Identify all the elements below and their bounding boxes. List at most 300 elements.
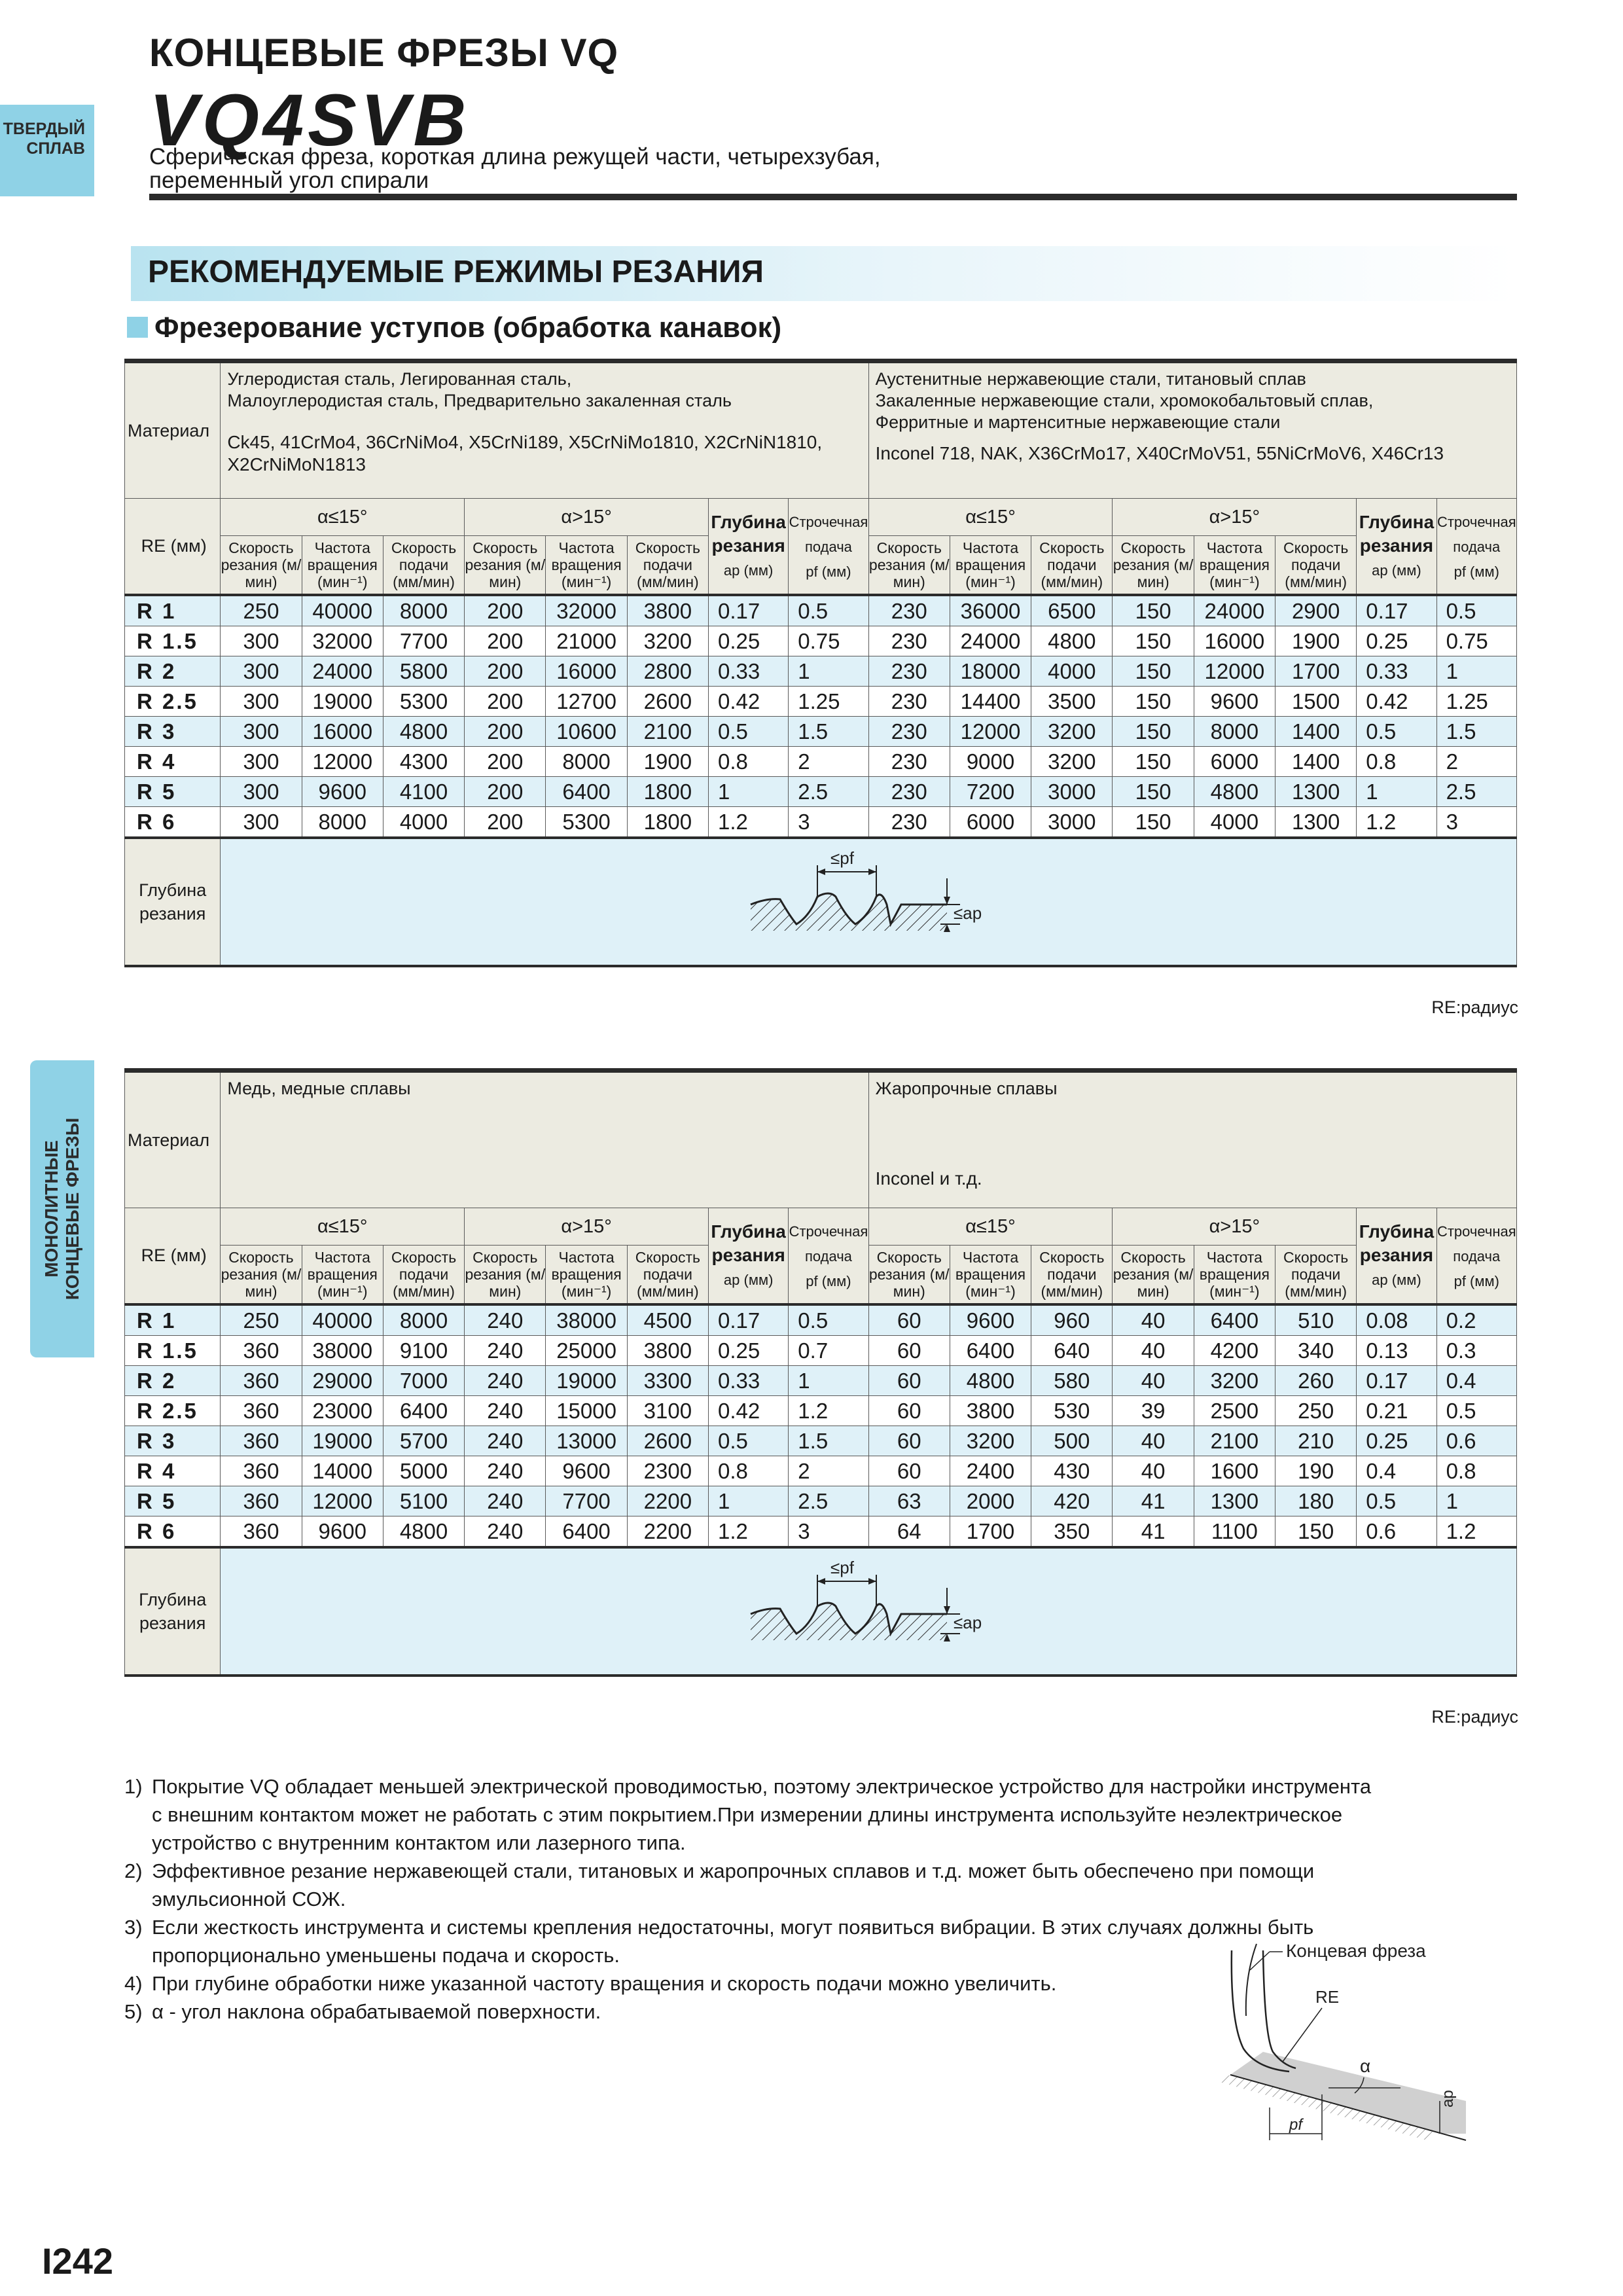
table-cell: 1 [709,777,789,807]
table-cell: 200 [465,777,546,807]
subheader-rpm: Частота вращения (мин⁻¹) [950,536,1031,596]
table-cell: 4800 [383,1516,464,1548]
table-cell: 4100 [383,777,464,807]
note-line: Эффективное резание нержавеющей стали, титановых и жаропрочных сплавов и т.д. может быть обеспечено при помощи [152,1859,1315,1882]
re-cell: R 3 [125,1426,221,1456]
subheader-rpm: Частота вращения (мин⁻¹) [950,1246,1031,1305]
table-cell: 8000 [383,1304,464,1336]
table-cell: 9600 [302,1516,383,1548]
alpha-le15-header: α≤15° [868,499,1113,536]
table-cell: 6000 [950,807,1031,838]
table-cell: 0.75 [789,626,868,656]
cutting-table-2 [124,1068,1517,1677]
table-cell: 1300 [1275,807,1357,838]
table-row [125,656,1517,687]
table-cell: 0.8 [1357,747,1436,777]
table-cell: 2200 [627,1486,708,1516]
table-cell: 0.42 [709,687,789,717]
alpha-le15-header: α≤15° [868,1208,1113,1246]
table-cell: 8000 [1194,717,1275,747]
subheader-rpm: Частота вращения (мин⁻¹) [302,536,383,596]
table-cell: 2.5 [789,1486,868,1516]
table-cell: 360 [221,1456,302,1486]
re-cell: R 4 [125,747,221,777]
table-cell: 230 [868,747,950,777]
material-group-left [221,361,868,499]
table-cell: 6000 [1194,747,1275,777]
table-cell: 0.5 [789,1304,868,1336]
subheader-feed: Скорость подачи (мм/мин) [1031,1246,1113,1305]
table-cell: 32000 [546,595,627,626]
table-cell: 200 [465,717,546,747]
table-cell: 300 [221,687,302,717]
alpha-gt15-header: α>15° [465,499,709,536]
note-line: устройство с внутренним контактом или лазерного типа. [152,1831,686,1854]
table-cell: 1800 [627,807,708,838]
diagram-pf-label: ≤pf [830,848,855,868]
table-row [125,777,1517,807]
table-cell: 0.42 [1357,687,1436,717]
table-cell: 0.6 [1436,1426,1516,1456]
re-cell: R 1.5 [125,1336,221,1366]
table-cell: 1 [709,1486,789,1516]
table-cell: 640 [1031,1336,1113,1366]
table-cell: 260 [1275,1366,1357,1396]
table-cell: 14400 [950,687,1031,717]
table-cell: 200 [465,687,546,717]
table-cell: 530 [1031,1396,1113,1426]
table-cell: 3 [789,1516,868,1548]
table-cell: 1.2 [1357,807,1436,838]
table-cell: 230 [868,687,950,717]
alpha-gt15-header: α>15° [1113,1208,1357,1246]
table-cell: 0.4 [1436,1366,1516,1396]
subheader-speed: Скорость резания (м/мин) [868,536,950,596]
table-row [125,626,1517,656]
table-cell: 500 [1031,1426,1113,1456]
note-number: 4) [124,1972,143,1995]
table-cell: 200 [465,595,546,626]
table-cell: 0.33 [709,656,789,687]
re-cell: R 4 [125,1456,221,1486]
table-cell: 60 [868,1426,950,1456]
table-cell: 9600 [950,1304,1031,1336]
table-cell: 12000 [302,1486,383,1516]
table-cell: 19000 [302,1426,383,1456]
table-cell: 0.33 [709,1366,789,1396]
tab-solid-line: КОНЦЕВЫЕ ФРЕЗЫ [62,1117,82,1300]
table-cell: 350 [1031,1516,1113,1548]
material-line: Жаропрочные сплавы [875,1079,1058,1098]
table-cell: 230 [868,777,950,807]
table-cell: 16000 [1194,626,1275,656]
table-cell: 0.25 [1357,626,1436,656]
subheader-speed: Скорость резания (м/мин) [221,1246,302,1305]
table-cell: 6400 [546,1516,627,1548]
table-cell: 60 [868,1366,950,1396]
table-cell: 2.5 [789,777,868,807]
table-cell: 1 [1436,656,1516,687]
table-cell: 40 [1113,1366,1194,1396]
subheader-feed: Скорость подачи (мм/мин) [1275,536,1357,596]
table-cell: 0.33 [1357,656,1436,687]
table-cell: 230 [868,656,950,687]
table-cell: 3000 [1031,777,1113,807]
table-cell: 40 [1113,1336,1194,1366]
table-row [125,807,1517,838]
table-cell: 240 [465,1426,546,1456]
table-cell: 0.25 [709,1336,789,1366]
table-cell: 150 [1113,626,1194,656]
tab-solid-end-mills [30,1060,94,1357]
tool-label: Концевая фреза [1286,1941,1426,1961]
table-cell: 1800 [627,777,708,807]
depth-diagram-cell [221,838,1517,966]
note-number: 5) [124,2000,143,2023]
pitch-pf-header: Строчечная подача pf (мм) [789,499,868,596]
table-cell: 200 [465,626,546,656]
re-cell: R 1 [125,595,221,626]
table-row [125,1304,1517,1336]
table-cell: 9600 [546,1456,627,1486]
table-cell: 230 [868,626,950,656]
table-row [125,1426,1517,1456]
table-cell: 1900 [627,747,708,777]
table-cell: 8000 [302,807,383,838]
table-cell: 9600 [1194,687,1275,717]
table-cell: 2100 [627,717,708,747]
table-cell: 40 [1113,1304,1194,1336]
table-cell: 4300 [383,747,464,777]
subheader-feed: Скорость подачи (мм/мин) [1275,1246,1357,1305]
note-line: При глубине обработки ниже указанной частоту вращения и скорость подачи можно увеличить. [152,1972,1057,1995]
table-cell: 0.8 [1436,1456,1516,1486]
table-cell: 3300 [627,1366,708,1396]
table-cell: 180 [1275,1486,1357,1516]
re-cell: R 2 [125,1366,221,1396]
subheader-rpm: Частота вращения (мин⁻¹) [546,1246,627,1305]
alpha-gt15-header: α>15° [465,1208,709,1246]
re-radius-note: RE:радиус [1431,997,1518,1017]
note-number: 2) [124,1859,143,1882]
note-number: 3) [124,1916,143,1939]
table-cell: 240 [465,1396,546,1426]
table-cell: 300 [221,626,302,656]
table-cell: 0.2 [1436,1304,1516,1336]
table-cell: 1.2 [709,807,789,838]
depth-ap-header: Глубина резания ap (мм) [709,499,789,596]
table-cell: 2 [789,1456,868,1486]
material-grades: Ck45, 41CrMo4, 36CrNiMo4, X5CrNi189, X5CrNiMo1810, X2CrNiN1810, [227,432,823,452]
subheader-speed: Скорость резания (м/мин) [1113,1246,1194,1305]
table-cell: 5100 [383,1486,464,1516]
material-line: Закаленные нержавеющие стали, хромокобальтовый сплав, [875,391,1374,410]
material-label: Материал [125,361,221,499]
cut-depth-label: Глубина резания [125,838,221,966]
material-group-left [221,1071,868,1208]
table-cell: 0.5 [709,717,789,747]
table-cell: 2100 [1194,1426,1275,1456]
table-cell: 6400 [546,777,627,807]
table-cell: 0.08 [1357,1304,1436,1336]
depth-diagram [221,1549,1514,1674]
tab-solid-line: МОНОЛИТНЫЕ [41,1140,62,1278]
note-line: с внешним контактом может не работать с этим покрытием.При измерении длины инструмента используйте неэлектрическое [152,1803,1343,1826]
table-cell: 29000 [302,1366,383,1396]
table-cell: 24000 [302,656,383,687]
depth-ap-header: Глубина резания ap (мм) [1357,499,1436,596]
table-cell: 0.4 [1357,1456,1436,1486]
re-radius-note: RE:радиус [1431,1707,1518,1727]
table-cell: 2600 [627,687,708,717]
table-cell: 60 [868,1336,950,1366]
table-cell: 360 [221,1426,302,1456]
table-cell: 3100 [627,1396,708,1426]
pitch-pf-header: Строчечная подача pf (мм) [1436,1208,1516,1305]
table-cell: 420 [1031,1486,1113,1516]
table-cell: 4000 [1031,656,1113,687]
table-cell: 1900 [1275,626,1357,656]
table-row [125,1396,1517,1426]
table-cell: 23000 [302,1396,383,1426]
table-cell: 430 [1031,1456,1113,1486]
note-line: Если жесткость инструмента и системы крепления недостаточны, могут появиться вибрации. В этих случаях должны быть [152,1916,1314,1939]
table-cell: 150 [1113,687,1194,717]
table-cell: 210 [1275,1426,1357,1456]
table-cell: 150 [1113,747,1194,777]
table-cell: 3 [789,807,868,838]
note-line: пропорционально уменьшены подача и скорость. [152,1944,620,1967]
description-line: Сферическая фреза, короткая длина режущей части, четырехзубая, [149,144,881,170]
table-row [125,1456,1517,1486]
cut-depth-label: Глубина резания [125,1547,221,1676]
table-cell: 2300 [627,1456,708,1486]
table-cell: 4800 [1031,626,1113,656]
table-cell: 250 [221,1304,302,1336]
table-cell: 1 [1357,777,1436,807]
table-cell: 150 [1113,777,1194,807]
table-cell: 5300 [546,807,627,838]
alpha-label: α [1360,2056,1371,2076]
table-cell: 6400 [383,1396,464,1426]
table-cell: 39 [1113,1396,1194,1426]
depth-ap-header: Глубина резания ap (мм) [1357,1208,1436,1305]
table-cell: 960 [1031,1304,1113,1336]
table-cell: 150 [1275,1516,1357,1548]
table-cell: 1.5 [789,1426,868,1456]
table-cell: 150 [1113,595,1194,626]
table-cell: 1700 [950,1516,1031,1548]
table-cell: 1500 [1275,687,1357,717]
table-cell: 4800 [1194,777,1275,807]
table-cell: 40000 [302,1304,383,1336]
table-cell: 7700 [546,1486,627,1516]
table-cell: 8000 [383,595,464,626]
table-cell: 63 [868,1486,950,1516]
table-cell: 580 [1031,1366,1113,1396]
diagram-pf-label: ≤pf [830,1558,855,1577]
material-line: Аустенитные нержавеющие стали, титановый сплав [875,369,1306,389]
table-cell: 9100 [383,1336,464,1366]
table-cell: 5000 [383,1456,464,1486]
model-description [149,145,881,192]
table-cell: 300 [221,747,302,777]
subheader-speed: Скорость резания (м/мин) [1113,536,1194,596]
table-cell: 200 [465,656,546,687]
table-cell: 2400 [950,1456,1031,1486]
table-2-body [125,1304,1517,1547]
note-number: 1) [124,1775,143,1798]
tab-carbide-line: СПЛАВ [26,139,85,158]
table-cell: 360 [221,1486,302,1516]
table-cell: 0.7 [789,1336,868,1366]
table-cell: 0.17 [1357,1366,1436,1396]
table-cell: 12700 [546,687,627,717]
header-rule [149,194,1517,200]
table-cell: 1.5 [789,717,868,747]
table-cell: 1300 [1275,777,1357,807]
table-cell: 41 [1113,1486,1194,1516]
table-cell: 1.2 [789,1396,868,1426]
re-cell: R 5 [125,777,221,807]
subheader-feed: Скорость подачи (мм/мин) [383,536,464,596]
description-line: переменный угол спирали [149,168,429,193]
table-cell: 12000 [950,717,1031,747]
table-cell: 240 [465,1304,546,1336]
table-cell: 0.25 [1357,1426,1436,1456]
table-cell: 2000 [950,1486,1031,1516]
table-cell: 0.21 [1357,1396,1436,1426]
table-cell: 360 [221,1366,302,1396]
table-cell: 300 [221,656,302,687]
table-cell: 1400 [1275,747,1357,777]
table-cell: 1 [789,1366,868,1396]
re-cell: R 6 [125,807,221,838]
table-cell: 0.5 [1436,1396,1516,1426]
table-row [125,1516,1517,1548]
table-cell: 24000 [950,626,1031,656]
re-label: RE (мм) [125,1208,221,1305]
table-row [125,717,1517,747]
table-cell: 250 [1275,1396,1357,1426]
material-label: Материал [125,1071,221,1208]
table-cell: 18000 [950,656,1031,687]
table-cell: 19000 [546,1366,627,1396]
table-cell: 300 [221,717,302,747]
table-cell: 12000 [302,747,383,777]
depth-diagram [221,839,1514,965]
pitch-pf-header: Строчечная подача pf (мм) [789,1208,868,1305]
table-cell: 24000 [1194,595,1275,626]
table-cell: 7700 [383,626,464,656]
subheader-feed: Скорость подачи (мм/мин) [1031,536,1113,596]
table-cell: 3 [1436,807,1516,838]
table-cell: 1.2 [1436,1516,1516,1548]
table-cell: 0.17 [709,595,789,626]
table-cell: 16000 [302,717,383,747]
table-cell: 0.5 [789,595,868,626]
table-cell: 36000 [950,595,1031,626]
table-cell: 9000 [950,747,1031,777]
cutting-table-1 [124,359,1517,967]
table-1-body [125,595,1517,838]
table-cell: 510 [1275,1304,1357,1336]
subtitle-marker [127,317,148,338]
table-cell: 360 [221,1396,302,1426]
re-label-diagram: RE [1315,1987,1340,2007]
table-cell: 1100 [1194,1516,1275,1548]
table-cell: 0.13 [1357,1336,1436,1366]
table-cell: 0.5 [1357,717,1436,747]
subheader-rpm: Частота вращения (мин⁻¹) [1194,1246,1275,1305]
table-cell: 1.25 [789,687,868,717]
table-cell: 13000 [546,1426,627,1456]
table-cell: 0.42 [709,1396,789,1426]
table-cell: 2.5 [1436,777,1516,807]
table-row [125,1486,1517,1516]
diagram-ap-label: ≤ap [954,1613,982,1632]
re-cell: R 2.5 [125,687,221,717]
table-cell: 4800 [950,1366,1031,1396]
table-cell: 0.17 [1357,595,1436,626]
table-cell: 1300 [1194,1486,1275,1516]
table-cell: 8000 [546,747,627,777]
table-cell: 60 [868,1456,950,1486]
subheader-feed: Скорость подачи (мм/мин) [627,1246,708,1305]
subheader-speed: Скорость резания (м/мин) [465,536,546,596]
table-cell: 0.8 [709,747,789,777]
section-title: РЕКОМЕНДУЕМЫЕ РЕЖИМЫ РЕЗАНИЯ [148,255,764,289]
table-cell: 200 [465,747,546,777]
subheader-feed: Скорость подачи (мм/мин) [627,536,708,596]
ap-label: ap [1439,2090,1457,2108]
table-cell: 0.5 [1436,595,1516,626]
table-cell: 1.2 [709,1516,789,1548]
table-cell: 5700 [383,1426,464,1456]
table-cell: 2 [1436,747,1516,777]
table-cell: 1700 [1275,656,1357,687]
material-grades: X2CrNiMoN1813 [227,454,366,475]
material-line: Ферритные и мартенситные нержавеющие стали [875,412,1281,432]
table-cell: 64 [868,1516,950,1548]
table-cell: 0.8 [709,1456,789,1486]
note-line: эмульсионной СОЖ. [152,1888,346,1910]
re-cell: R 1 [125,1304,221,1336]
table-cell: 230 [868,595,950,626]
table-cell: 0.75 [1436,626,1516,656]
material-line: Медь, медные сплавы [227,1079,411,1098]
table-cell: 41 [1113,1516,1194,1548]
re-cell: R 2 [125,656,221,687]
table-cell: 2200 [627,1516,708,1548]
table-cell: 150 [1113,807,1194,838]
table-cell: 250 [221,595,302,626]
table-cell: 7000 [383,1366,464,1396]
table-cell: 2900 [1275,595,1357,626]
table-cell: 21000 [546,626,627,656]
table-cell: 38000 [302,1336,383,1366]
subheader-rpm: Частота вращения (мин⁻¹) [1194,536,1275,596]
subheader-rpm: Частота вращения (мин⁻¹) [302,1246,383,1305]
table-cell: 240 [465,1366,546,1396]
material-line: Малоуглеродистая сталь, Предварительно закаленная сталь [227,391,732,410]
table-cell: 40 [1113,1426,1194,1456]
table-cell: 0.17 [709,1304,789,1336]
table-cell: 2500 [1194,1396,1275,1426]
table-cell: 3200 [1031,747,1113,777]
table-cell: 1.25 [1436,687,1516,717]
table-row [125,595,1517,626]
